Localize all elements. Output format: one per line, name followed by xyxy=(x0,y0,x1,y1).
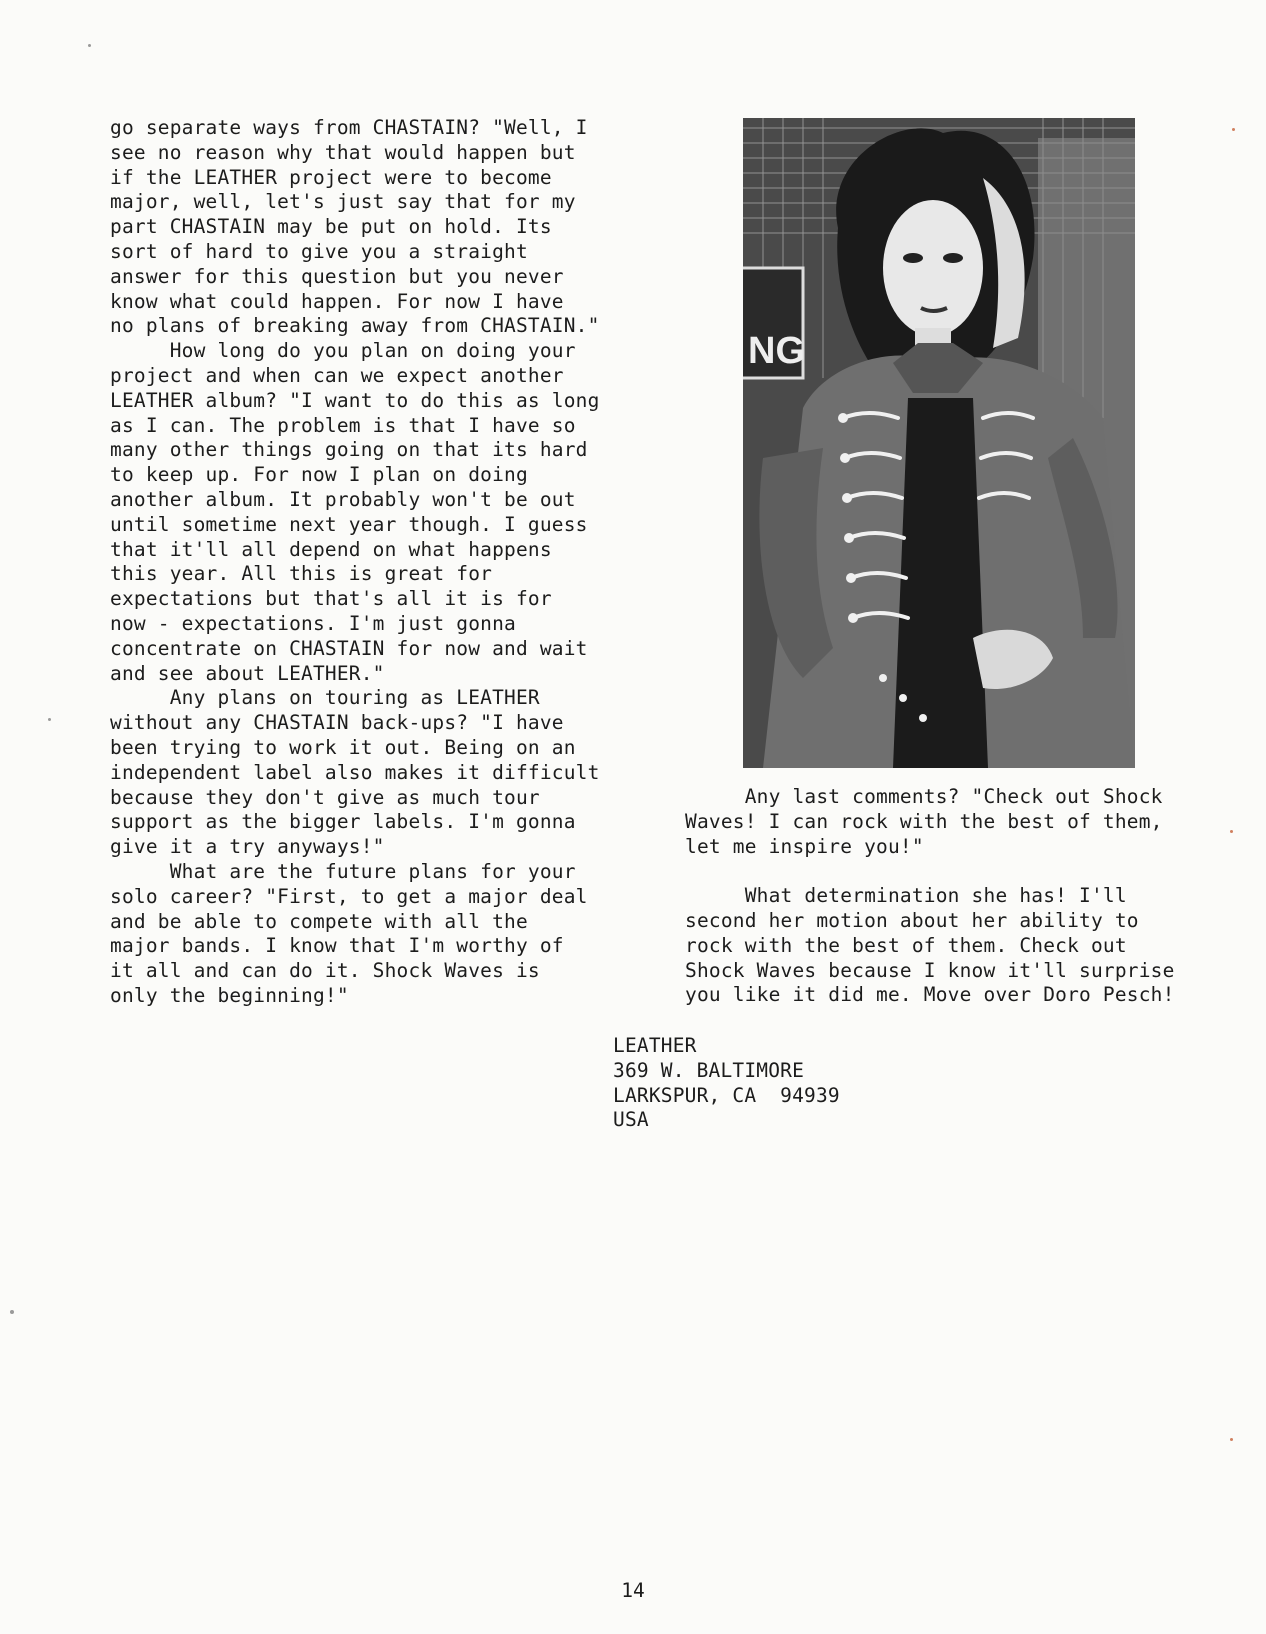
text-line: expectations but that's all it is for xyxy=(110,587,552,611)
paper-speck xyxy=(48,718,51,721)
text-line: What determination she has! I'll xyxy=(685,884,1127,908)
text-line: independent label also makes it difficult xyxy=(110,760,600,784)
text-line: What are the future plans for your xyxy=(110,859,576,883)
text-line: know what could happen. For now I have xyxy=(110,289,564,313)
text-line: you like it did me. Move over Doro Pesch! xyxy=(685,983,1175,1007)
text-line: project and when can we expect another xyxy=(110,363,564,387)
text-line: sort of hard to give you a straight xyxy=(110,239,528,263)
paper-speck xyxy=(88,44,91,47)
text-line: Any last comments? "Check out Shock xyxy=(685,785,1163,808)
text-line: Waves! I can rock with the best of them, xyxy=(685,809,1163,833)
text-line: without any CHASTAIN back-ups? "I have xyxy=(110,711,564,735)
text-line: only the beginning!" xyxy=(110,983,349,1007)
text-line: LEATHER album? "I want to do this as long xyxy=(110,388,600,412)
text-line: many other things going on that its hard xyxy=(110,438,588,462)
text-line: How long do you plan on doing your xyxy=(110,339,576,363)
text-line: see no reason why that would happen but xyxy=(110,140,576,164)
text-line: rock with the best of them. Check out xyxy=(685,933,1127,957)
paper-speck xyxy=(1230,830,1233,833)
text-line: it all and can do it. Shock Waves is xyxy=(110,959,540,983)
text-line: part CHASTAIN may be put on hold. Its xyxy=(110,215,552,239)
contact-address xyxy=(613,1034,1013,1133)
text-line: this year. All this is great for xyxy=(110,562,493,586)
band-member-photo xyxy=(743,118,1135,768)
text-line: concentrate on CHASTAIN for now and wait xyxy=(110,636,588,660)
photo-illustration xyxy=(743,118,1135,768)
text-line: answer for this question but you never xyxy=(110,264,564,288)
text-line: been trying to work it out. Being on an xyxy=(110,735,576,759)
interview-text-column xyxy=(110,116,630,1009)
text-line: give it a try anyways!" xyxy=(110,835,385,859)
paper-speck xyxy=(1230,1438,1233,1441)
text-line: and see about LEATHER." xyxy=(110,661,385,685)
text-line: solo career? "First, to get a major deal xyxy=(110,884,588,908)
address-line: USA xyxy=(613,1108,649,1132)
sign-text: NG xyxy=(748,330,805,372)
text-line: because they don't give as much tour xyxy=(110,785,540,809)
address-line: 369 W. BALTIMORE xyxy=(613,1058,805,1082)
text-line: Any plans on touring as LEATHER xyxy=(110,686,540,710)
text-line: another album. It probably won't be out xyxy=(110,487,576,511)
text-line: that it'll all depend on what happens xyxy=(110,537,552,561)
text-line: if the LEATHER project were to become xyxy=(110,165,552,189)
text-line: to keep up. For now I plan on doing xyxy=(110,463,528,487)
text-line: Shock Waves because I know it'll surprise xyxy=(685,958,1175,982)
paper-speck xyxy=(1232,128,1235,131)
text-line: and be able to compete with all the xyxy=(110,909,528,933)
text-line: as I can. The problem is that I have so xyxy=(110,413,576,437)
page-number: 14 xyxy=(621,1579,645,1602)
text-line: until sometime next year though. I guess xyxy=(110,512,588,536)
text-line: go separate ways from CHASTAIN? "Well, I xyxy=(110,116,588,139)
paper-speck xyxy=(10,1310,14,1314)
text-line: let me inspire you!" xyxy=(685,834,924,858)
text-line: major, well, let's just say that for my xyxy=(110,190,576,214)
address-line: LEATHER xyxy=(613,1034,697,1057)
text-line: second her motion about her ability to xyxy=(685,908,1139,932)
text-line: no plans of breaking away from CHASTAIN." xyxy=(110,314,600,338)
address-line: LARKSPUR, CA 94939 xyxy=(613,1083,840,1107)
caption-text-column xyxy=(685,785,1225,1008)
text-line: now - expectations. I'm just gonna xyxy=(110,611,516,635)
paragraph-gap xyxy=(685,859,1225,884)
text-line: support as the bigger labels. I'm gonna xyxy=(110,810,576,834)
text-line: major bands. I know that I'm worthy of xyxy=(110,934,564,958)
